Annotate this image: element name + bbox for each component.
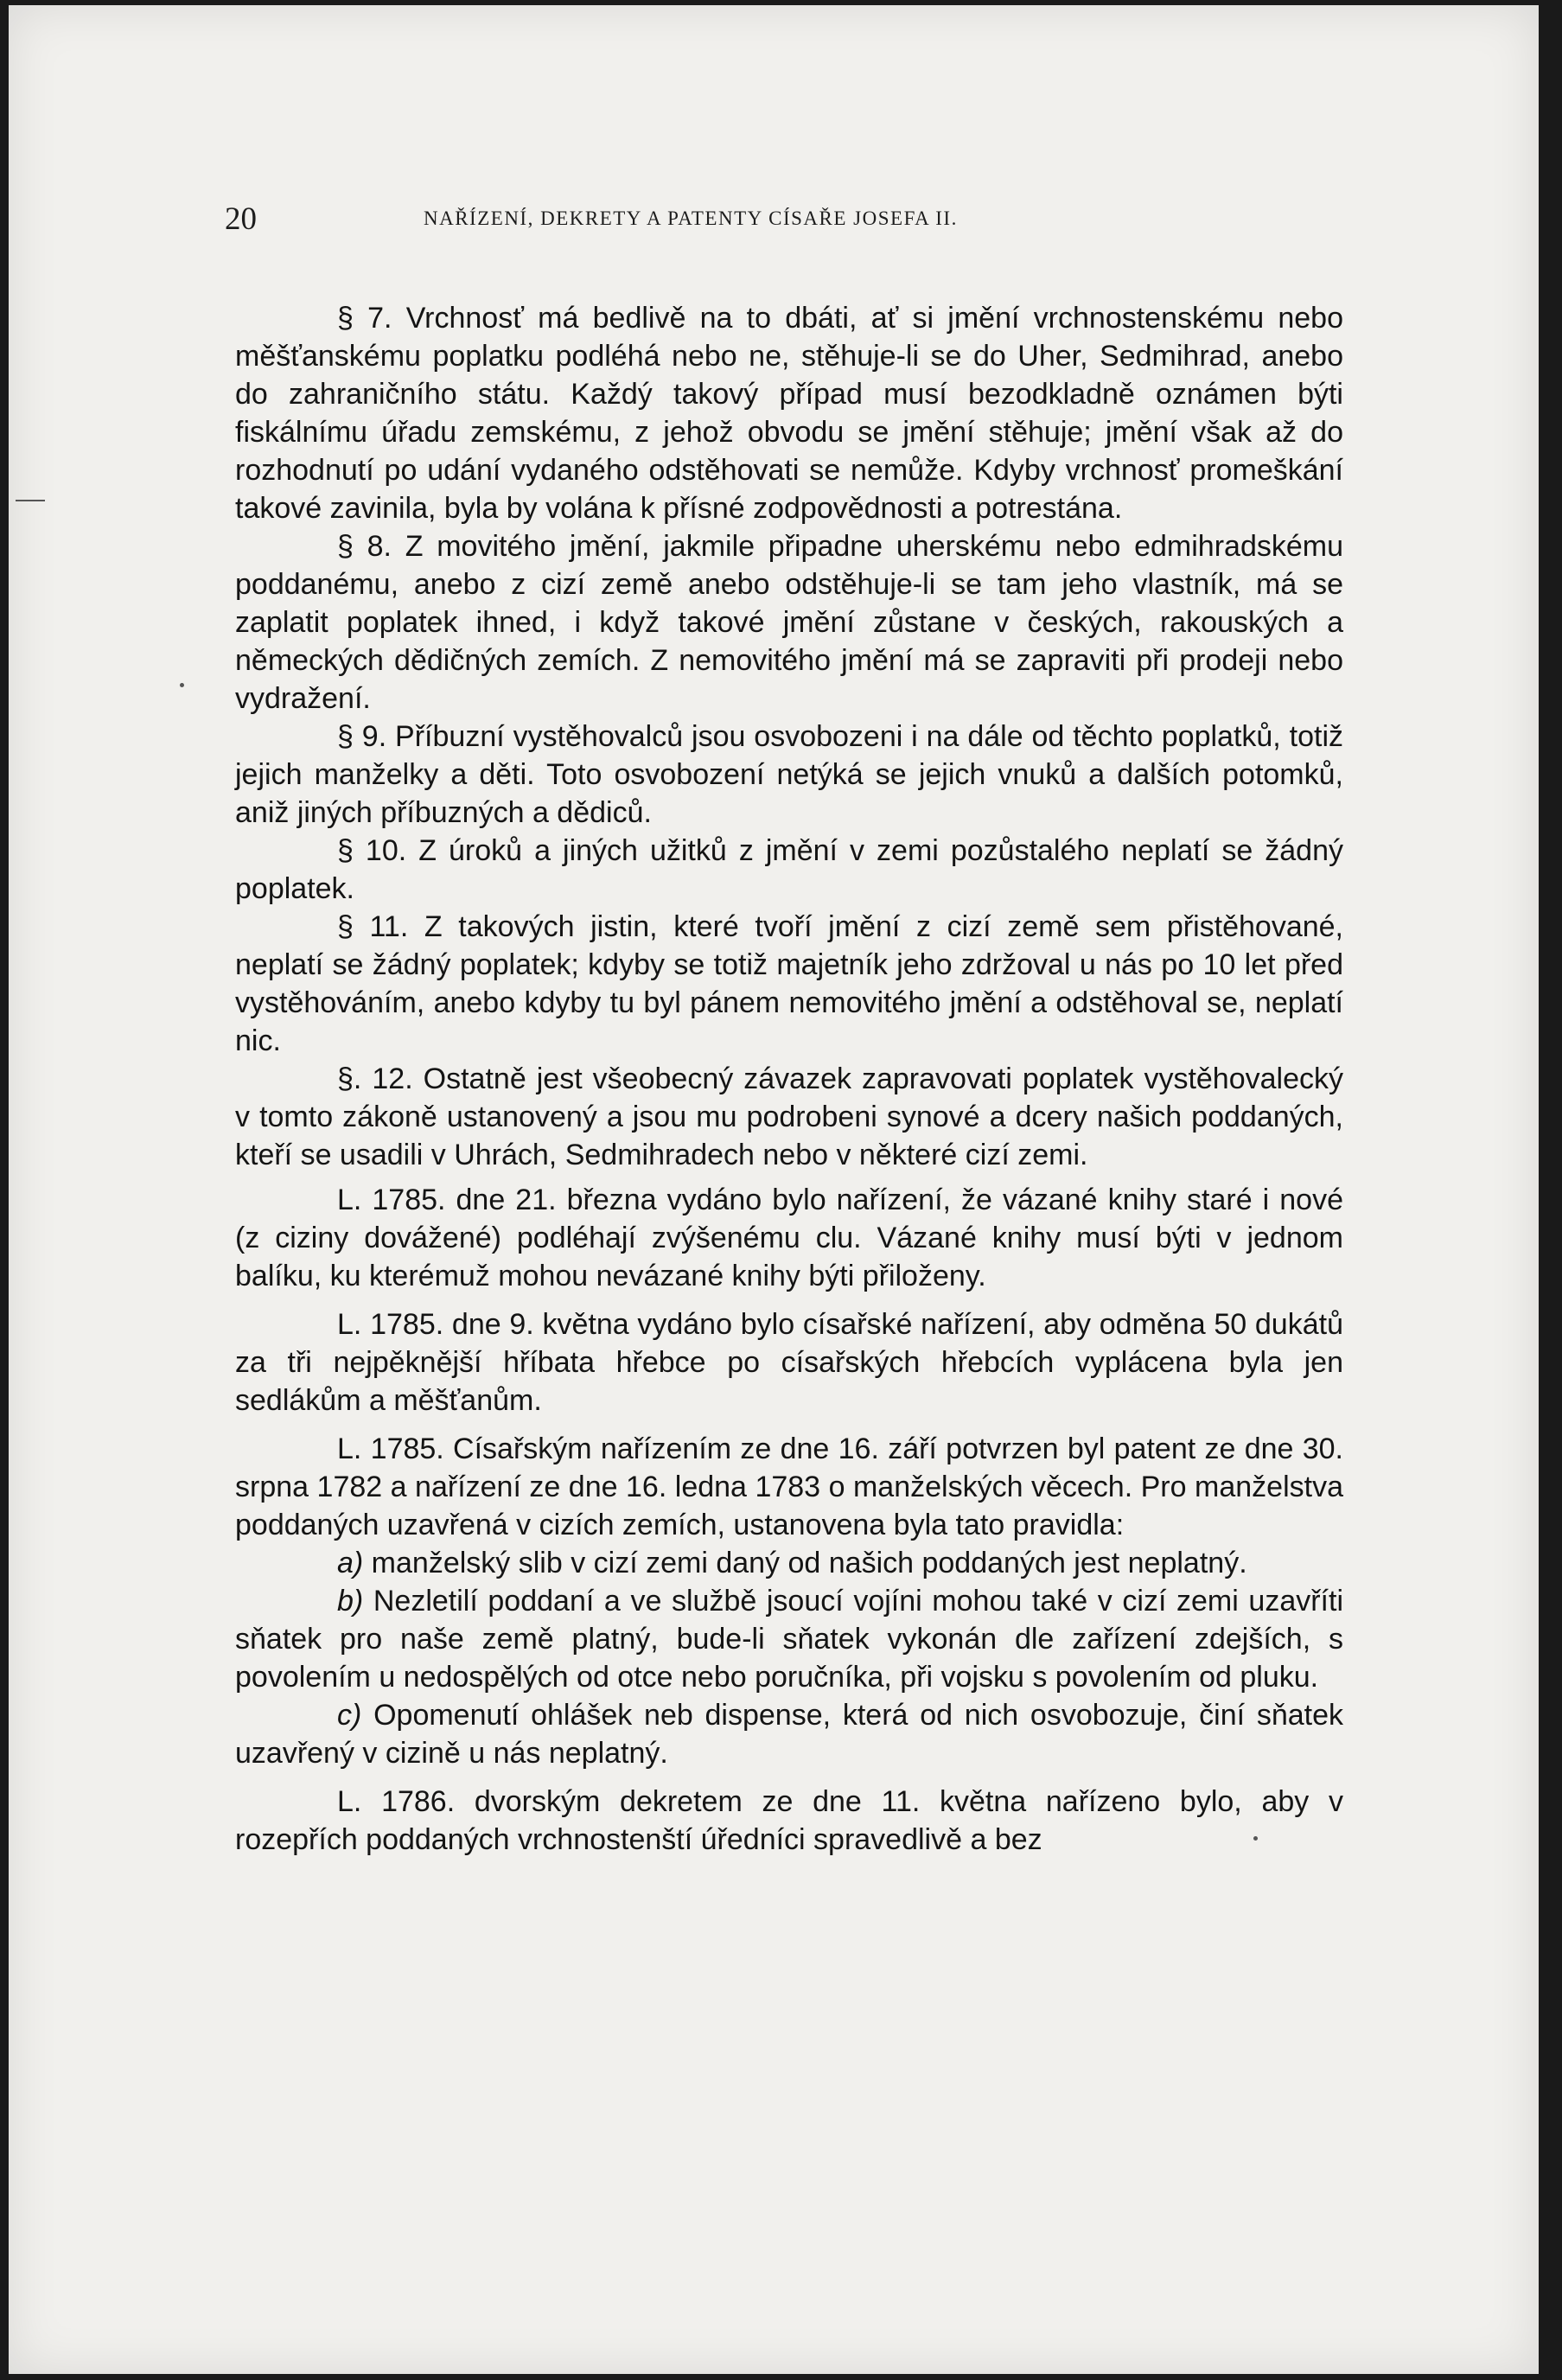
paragraph-section-10: § 10. Z úroků a jiných užitků z jmění v zemi pozůstalého neplatí se žádný poplatek. bbox=[235, 834, 1343, 905]
scan-speck bbox=[1253, 1836, 1258, 1841]
page-header bbox=[225, 201, 1348, 244]
paragraph-section-11: § 11. Z takových jistin, které tvoří jmění z cizí země sem přistěhované, neplatí se žádný poplatek; kdyby se totiž majetník jeho zdržoval u nás po 10 let před vystěhováním, anebo kdyby tu byl pánem nemovitého jmění a odstěhoval se, neplatí nic. bbox=[235, 910, 1343, 1057]
subitem-c bbox=[235, 1696, 1343, 1772]
page-number: 20 bbox=[225, 201, 257, 237]
subitem-letter: b) bbox=[337, 1585, 364, 1618]
subitem-b bbox=[235, 1582, 1343, 1696]
paragraph-decree-foals: L. 1785. dne 9. května vydáno bylo císařské nařízení, aby odměna 50 dukátů za tři nejpěknější hříbata hřebce po císařských hřebcích vyplácena byla jen sedlákům a měšťanům. bbox=[235, 1308, 1343, 1417]
subitem-text: Opomenutí ohlášek neb dispense, která od nich osvobozuje, činí sňatek uzavřený v cizině u nás neplatný. bbox=[235, 1699, 1343, 1770]
page-body bbox=[235, 299, 1343, 1859]
paragraph-section-12: §. 12. Ostatně jest všeobecný závazek zapravovati poplatek vystěhovalecký v tomto zákoně ustanovený a jsou mu podrobeni synové a dcery našich poddaných, kteří se usadili v Uhrách, Sedmihradech nebo v některé cizí zemi. bbox=[235, 1062, 1343, 1171]
paragraph-decree-disputes: L. 1786. dvorským dekretem ze dne 11. května nařízeno bylo, aby v rozepřích poddaných vrchnostenští úředníci spravedlivě a bez bbox=[235, 1785, 1343, 1856]
paragraph-decree-marriage: L. 1785. Císařským nařízením ze dne 16. září potvrzen byl patent ze dne 30. srpna 1782 a nařízení ze dne 16. ledna 1783 o manželských věcech. Pro manželstva poddaných uzavřená v cizích zemích, ustanovena byla tato pravidla: bbox=[235, 1432, 1343, 1541]
paragraph-section-9: § 9. Příbuzní vystěhovalců jsou osvobozeni i na dále od těchto poplatků, totiž jejich manželky a děti. Toto osvobození netýká se jejich vnuků a dalších potomků, aniž jiných příbuzných a dědiců. bbox=[235, 720, 1343, 829]
subitem-letter: c) bbox=[337, 1699, 362, 1732]
scanned-page bbox=[9, 5, 1539, 2374]
scan-speck bbox=[180, 683, 184, 687]
subitem-a bbox=[235, 1544, 1343, 1582]
scan-speck bbox=[16, 500, 45, 501]
paragraph-section-8: § 8. Z movitého jmění, jakmile připadne uherskému nebo edmihradskému poddanému, anebo z cizí země anebo odstěhuje-li se tam jeho vlastník, má se zaplatit poplatek ihned, i když takové jmění zůstane v českých, rakouských a německých dědičných zemích. Z nemovitého jmění má se zapraviti při prodeji nebo vydražení. bbox=[235, 530, 1343, 715]
paragraph-decree-books: L. 1785. dne 21. března vydáno bylo nařízení, že vázané knihy staré i nové (z ciziny dovážené) podléhají zvýšenému clu. Vázané knihy musí býti v jednom balíku, ku kterémuž mohou nevázané knihy býti přiloženy. bbox=[235, 1184, 1343, 1292]
running-title: NAŘÍZENÍ, DEKRETY A PATENTY CÍSAŘE JOSEFA II. bbox=[424, 207, 958, 229]
subitem-letter: a) bbox=[337, 1547, 364, 1579]
subitem-text: manželský slib v cizí zemi daný od našich poddaných jest neplatný. bbox=[363, 1547, 1247, 1579]
subitem-text: Nezletilí poddaní a ve službě jsoucí vojíni mohou také v cizí zemi uzavříti sňatek pro naše země platný, bude-li sňatek vykonán dle zařízení zdejších, s povolením u nedospělých od otce nebo poručníka, při vojsku s povolením od pluku. bbox=[235, 1585, 1343, 1694]
paragraph-section-7: § 7. Vrchnosť má bedlivě na to dbáti, ať si jmění vrchnostenskému nebo měšťanskému poplatku podléhá nebo ne, stěhuje-li se do Uher, Sedmihrad, anebo do zahraničního státu. Každý takový případ musí bezodkladně oznámen býti fiskálnímu úřadu zemskému, z jehož obvodu se jmění stěhuje; jmění však až do rozhodnutí po udání vydaného odstěhovati se nemůže. Kdyby vrchnosť promeškání takové zavinila, byla by volána k přísné zodpovědnosti a potrestána. bbox=[235, 302, 1343, 525]
